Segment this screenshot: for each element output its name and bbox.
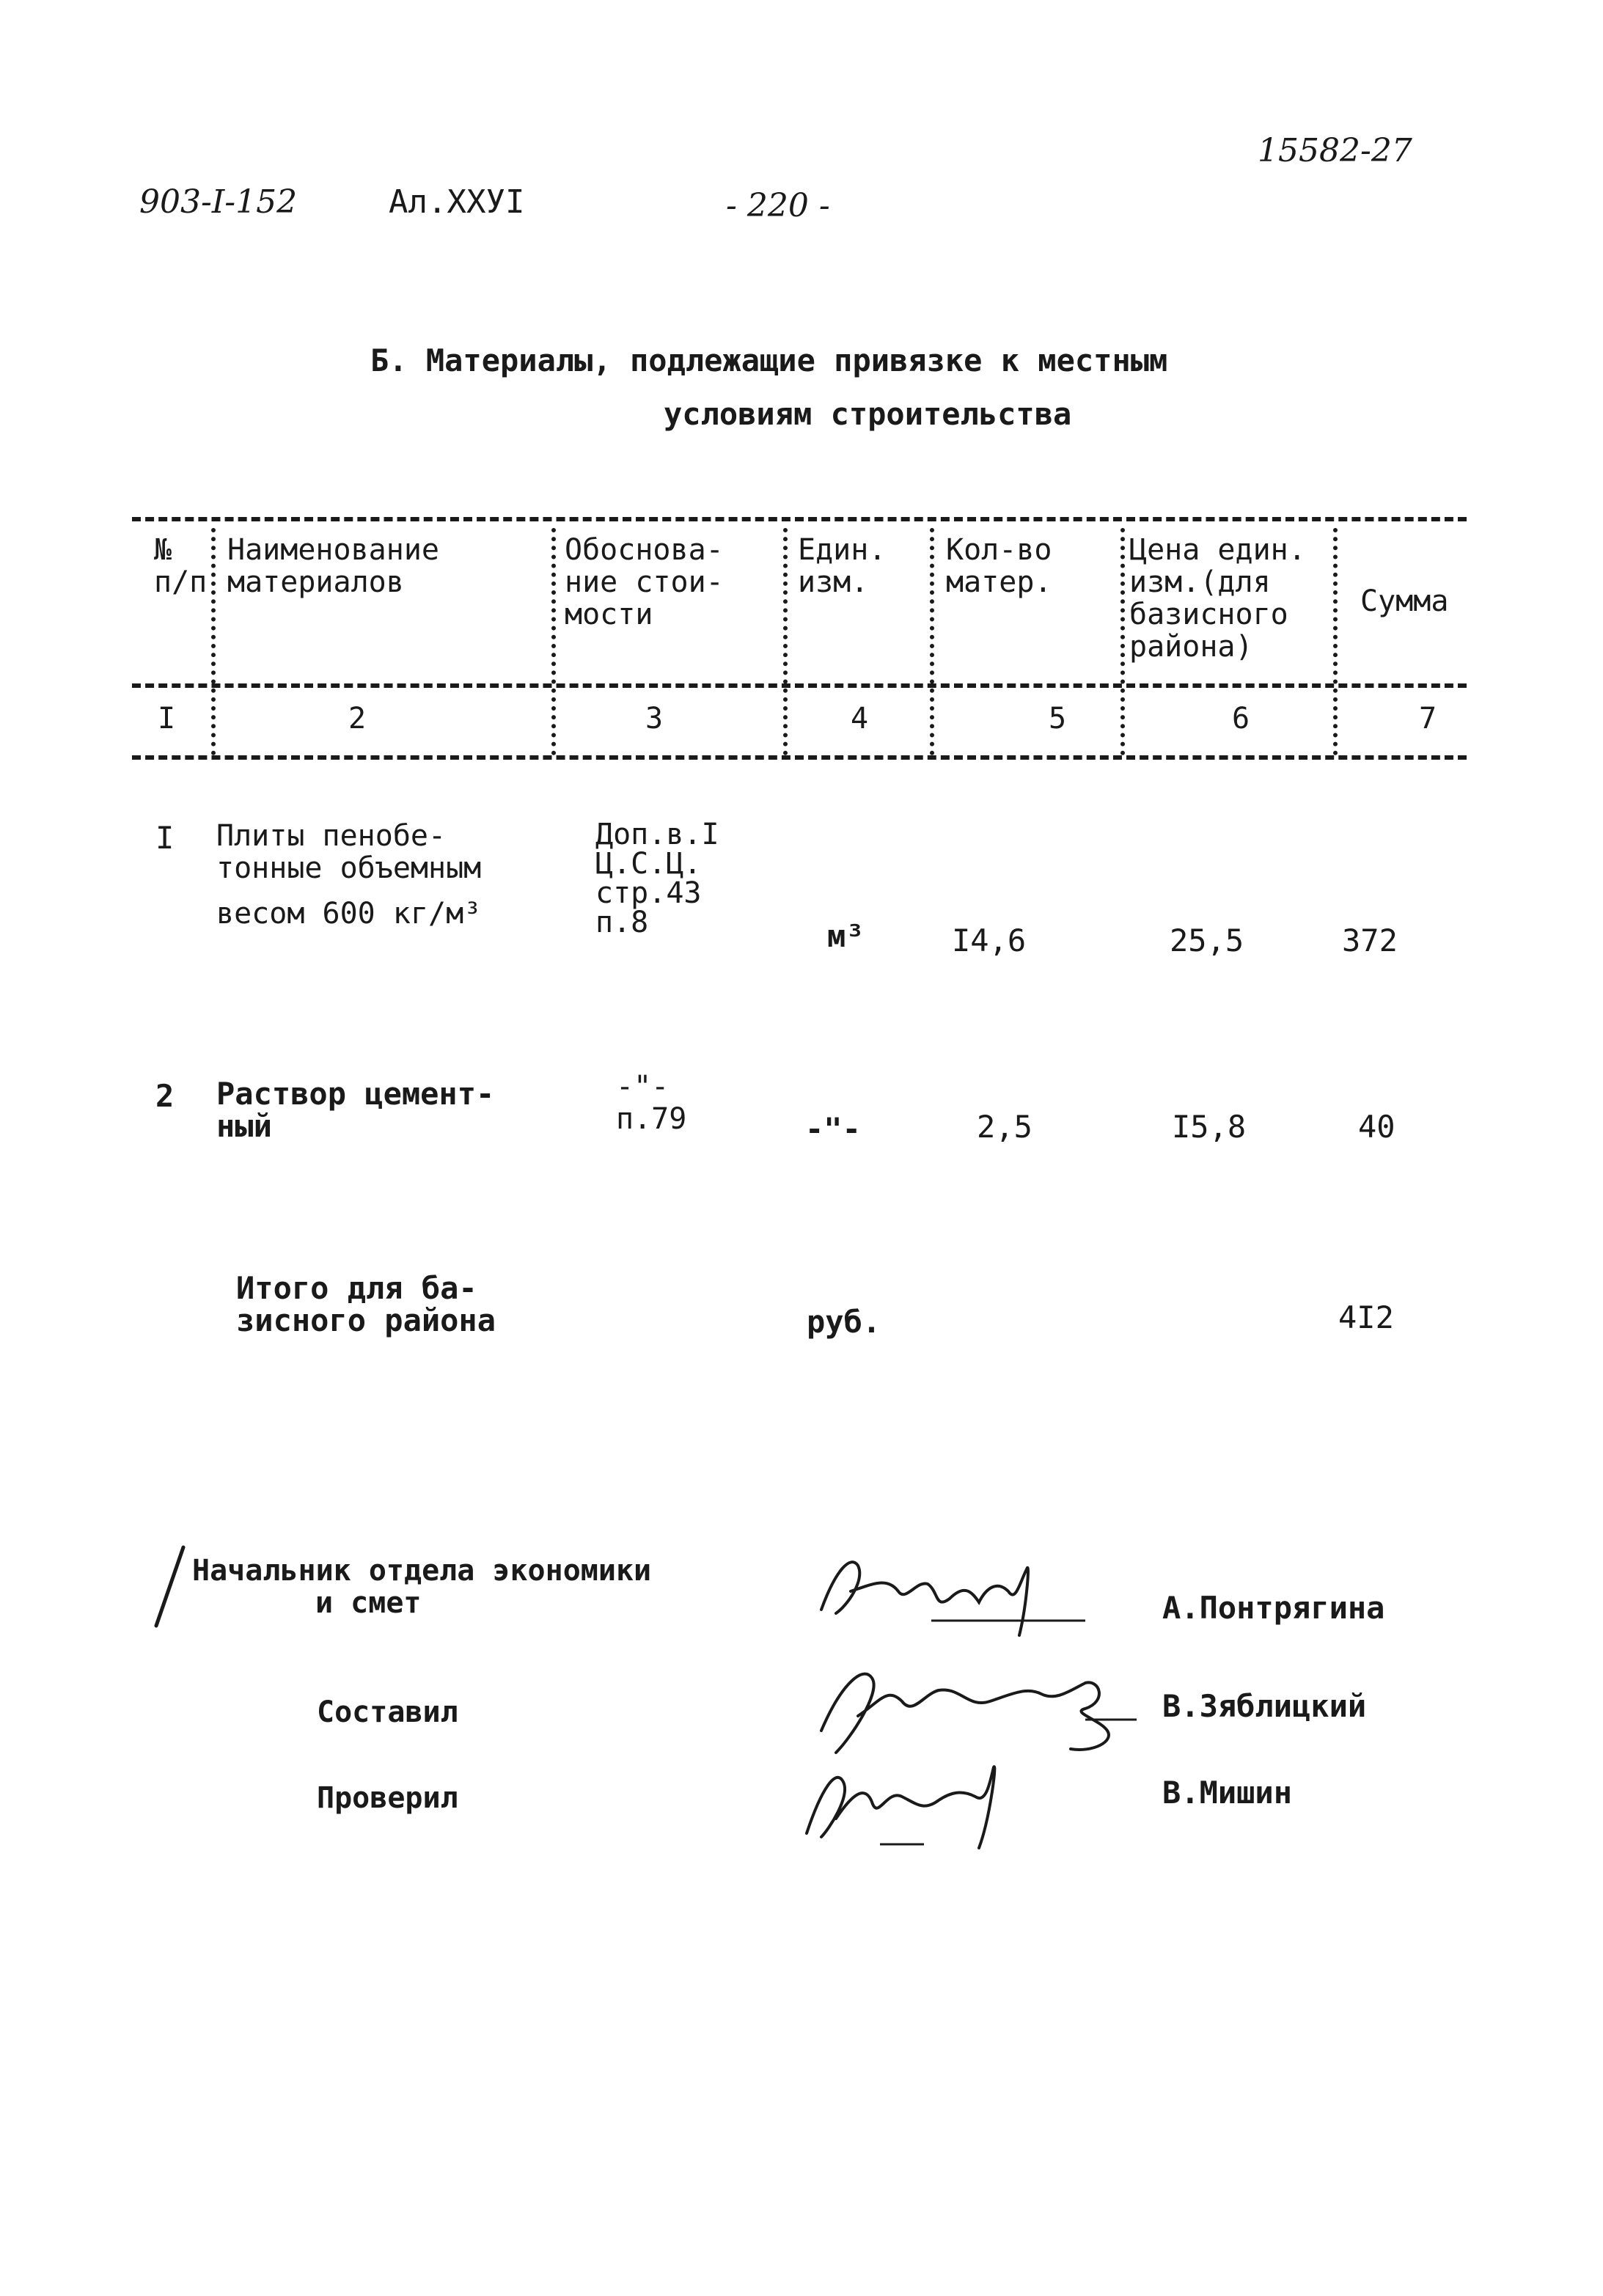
row-quantity: I4,6 [952,923,1027,958]
row-price: I5,8 [1172,1109,1247,1145]
total-unit: руб. [807,1304,881,1340]
header-cell-price: Цена един. изм.(для базисного района) [1129,533,1306,664]
signature-name-head: А.Понтрягина [1162,1590,1385,1626]
row-unit: м³ [827,918,865,954]
row-unit: -"- [805,1111,861,1147]
section-title-line2: условиям строительства [664,396,1072,432]
column-separator [551,528,556,755]
column-number: I [158,702,176,736]
row-name: Плиты пенобе- тонные объемным весом 600 кг/м³ [216,819,482,931]
column-number: 6 [1232,702,1250,736]
album-number: Ал.XXУI [389,183,525,221]
column-number: 5 [1049,702,1067,736]
row-price: 25,5 [1170,923,1244,958]
column-separator [211,528,216,755]
header-cell-basis: Обоснова- ние стои- мости [565,533,724,631]
table-top-rule [132,517,1467,521]
header-cell-number: № п/п [154,533,208,599]
total-label: Итого для ба- зисного района [236,1270,496,1338]
document-code: 903-I-152 [139,183,298,221]
row-number: I [155,820,175,856]
column-separator [783,528,788,755]
page-number: - 220 - [726,187,830,224]
header-cell-name: Наименование материалов [227,533,439,599]
column-separator [930,528,934,755]
signature-scribble [792,1745,1012,1855]
slash-mark [150,1544,187,1632]
total-sum: 4I2 [1338,1299,1394,1335]
signature-name-checker: В.Мишин [1162,1775,1293,1811]
signature-role-compiler: Составил [317,1695,458,1729]
numbers-bottom-rule [132,755,1467,760]
signature-role-checker: Проверил [317,1781,458,1815]
column-number: 7 [1419,702,1437,736]
row-name: Раствор цемент- ный [216,1076,495,1144]
row-basis: -"- п.79 [616,1070,687,1136]
column-separator [1120,528,1125,755]
signature-role-head: Начальник отдела экономики и смет [192,1554,652,1620]
header-bottom-rule [132,683,1467,688]
column-separator [1333,528,1338,755]
section-title-line1: Б. Материалы, подлежащие привязке к местным [370,342,1168,378]
row-sum: 40 [1358,1109,1395,1145]
header-cell-quantity: Кол-во матер. [946,533,1052,599]
column-number: 4 [851,702,869,736]
header-cell-sum: Сумма [1360,584,1449,618]
column-number: 3 [645,702,664,736]
header-cell-unit: Един. изм. [798,533,887,599]
signature-name-compiler: В.Зяблицкий [1162,1688,1367,1724]
row-number: 2 [155,1078,175,1114]
column-number: 2 [348,702,367,736]
row-quantity: 2,5 [977,1109,1032,1145]
signature-scribble [807,1540,1100,1643]
document-number: 15582-27 [1258,132,1412,169]
row-sum: 372 [1342,923,1398,958]
row-basis: Доп.в.I Ц.С.Ц. стр.43 п.8 [595,818,719,939]
